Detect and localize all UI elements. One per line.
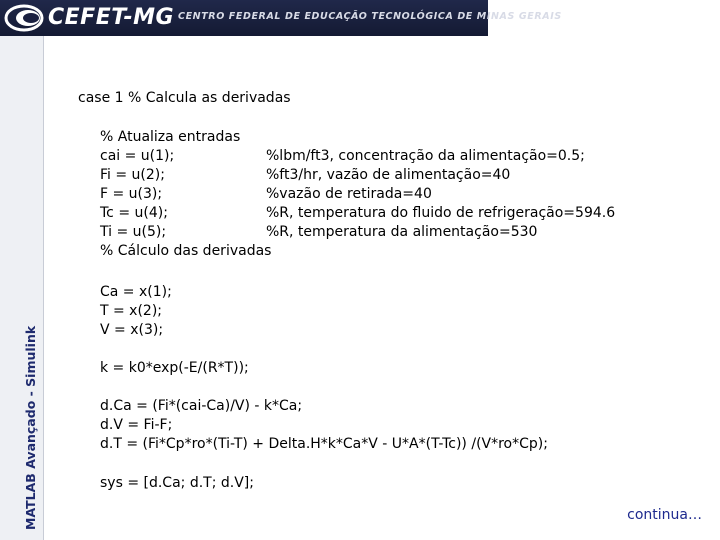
code-comment: %R, temperatura da alimentação=530	[266, 224, 538, 240]
code-line: k = k0*exp(-E/(R*T));	[100, 360, 249, 376]
sidebar-course-label: MATLAB Avançado - Simulink	[23, 325, 38, 530]
header-banner	[0, 0, 562, 36]
code-line: V = x(3);	[100, 322, 164, 338]
continue-label: continua…	[627, 507, 702, 523]
code-comment: %R, temperatura do fluido de refrigeração=594.6	[266, 205, 616, 221]
institution-subtitle: CENTRO FEDERAL DE EDUCAÇÃO TECNOLÓGICA DE MINAS GERAIS	[178, 11, 562, 22]
code-line: d.T = (Fi*Cp*ro*(Ti-T) + Delta.H*k*Ca*V - U*A*(T-Tc)) /(V*ro*Cp);	[100, 436, 548, 452]
code-comment: %vazão de retirada=40	[266, 186, 432, 202]
code-line: Ca = x(1);	[100, 284, 172, 300]
code-block-output	[100, 474, 254, 493]
code-block-states	[100, 283, 172, 340]
logo-text: CEFET-MG	[48, 5, 175, 30]
code-block-derivatives	[100, 397, 548, 454]
code-comment: %ft3/hr, vazão de alimentação=40	[266, 167, 511, 183]
cefet-logo-icon	[4, 4, 44, 32]
code-line: T = x(2);	[100, 303, 163, 319]
code-line: sys = [d.Ca; d.T; d.V];	[100, 475, 254, 491]
code-line: d.V = Fi-F;	[100, 417, 173, 433]
code-line: d.Ca = (Fi*(cai-Ca)/V) - k*Ca;	[100, 398, 303, 414]
code-block-rate	[100, 359, 249, 378]
case-line: case 1 % Calcula as derivadas	[78, 90, 291, 106]
code-comment: %lbm/ft3, concentração da alimentação=0.5;	[266, 148, 585, 164]
